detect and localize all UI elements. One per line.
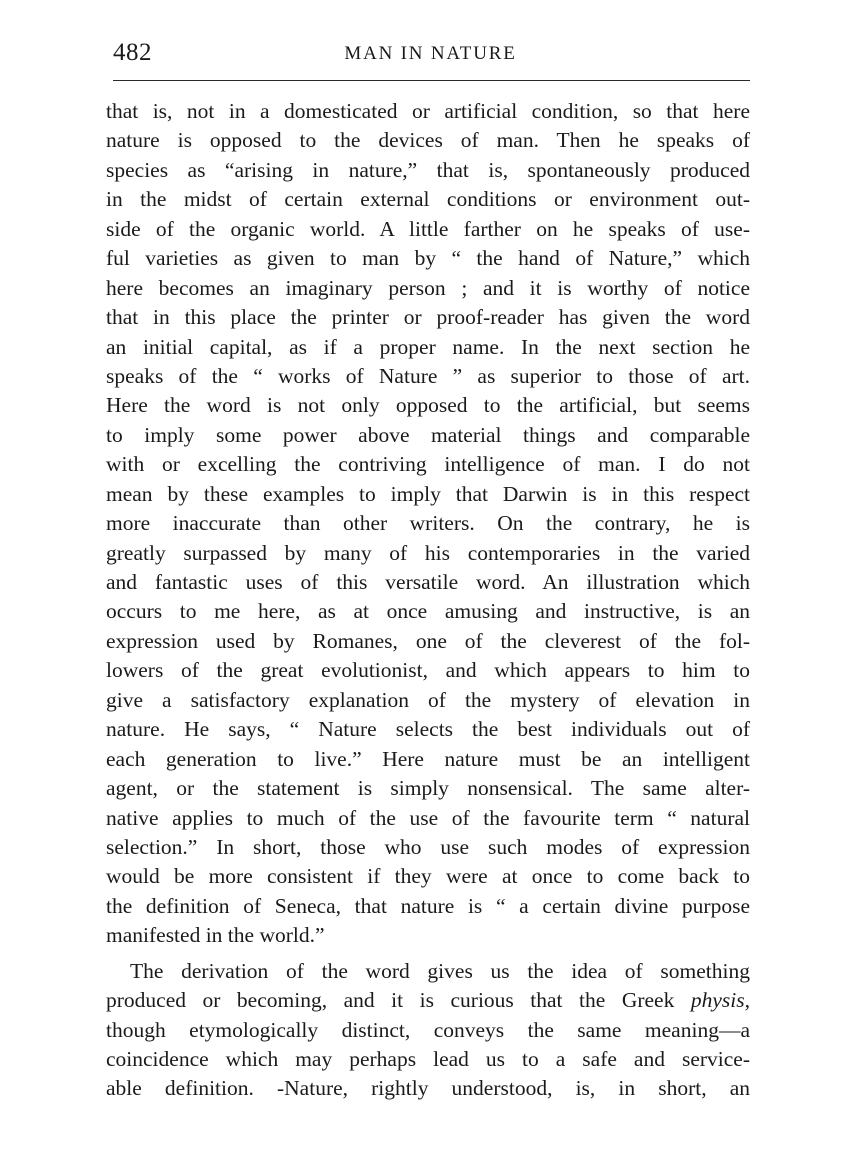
text-segment: ,: [744, 988, 750, 1013]
text-line: to imply some power above material things and comparable: [106, 422, 750, 447]
text-line: each generation to live.” Here nature must be an intelligent: [106, 746, 750, 771]
text-line: manifested in the world.”: [106, 923, 325, 948]
text-line: mean by these examples to imply that Darwin is in this respect: [106, 481, 750, 506]
running-title: MAN IN NATURE: [344, 43, 517, 64]
text-line: agent, or the statement is simply nonsensical. The same alter-: [106, 776, 750, 801]
text-line: that is, not in a domesticated or artificial condition, so that here: [106, 99, 750, 123]
text-line: the definition of Seneca, that nature is “ a certain divine purpose: [106, 893, 750, 918]
text-line: occurs to me here, as at once amusing and instructive, is an: [106, 599, 750, 624]
text-line: would be more consistent if they were at once to come back to: [106, 864, 750, 889]
text-line: greatly surpassed by many of his contemporaries in the varied: [106, 540, 750, 565]
text-line: species as “arising in nature,” that is, spontaneously produced: [106, 157, 750, 182]
text-line: an initial capital, as if a proper name. In the next section he: [106, 334, 750, 359]
text-line: and fantastic uses of this versatile word. An illustration which: [106, 570, 750, 594]
text-line: though etymologically distinct, conveys the same meaning—a: [106, 1017, 750, 1042]
text-line: ful varieties as given to man by “ the hand of Nature,” which: [106, 246, 750, 271]
text-line: selection.” In short, those who use such modes of expression: [106, 834, 750, 859]
running-header: [113, 38, 748, 68]
italic-term: physis: [690, 988, 745, 1013]
text-line: with or excelling the contriving intelligence of man. I do not: [106, 452, 750, 477]
text-line: nature. He says, “ Nature selects the best individuals out of: [106, 717, 750, 742]
text-line: more inaccurate than other writers. On the contrary, he is: [106, 511, 750, 536]
body-text: [106, 97, 750, 1104]
text-line: native applies to much of the use of the favourite term “ natural: [106, 805, 750, 830]
text-line: here becomes an imaginary person ; and it is worthy of notice: [106, 275, 750, 300]
text-line: The derivation of the word gives us the idea of something: [130, 958, 750, 983]
text-line: lowers of the great evolutionist, and which appears to him to: [106, 658, 750, 683]
text-line: Here the word is not only opposed to the artificial, but seems: [106, 393, 750, 418]
paragraph: [106, 97, 750, 951]
text-line: coincidence which may perhaps lead us to a safe and service-: [106, 1047, 750, 1071]
text-line: that in this place the printer or proof-reader has given the word: [106, 305, 750, 330]
text-segment: produced or becoming, and it is curious that the Greek: [106, 988, 691, 1013]
paragraph: [106, 957, 750, 1104]
page-number: 482: [113, 39, 152, 66]
text-line: give a satisfactory explanation of the mystery of elevation in: [106, 687, 750, 712]
text-line: able definition. -Nature, rightly understood, is, in short, an: [106, 1076, 750, 1101]
text-line: expression used by Romanes, one of the cleverest of the fol-: [106, 628, 750, 653]
text-line: [106, 986, 750, 1015]
text-line: in the midst of certain external conditions or environment out-: [106, 187, 750, 212]
text-line: speaks of the “ works of Nature ” as superior to those of art.: [106, 363, 750, 388]
text-line: nature is opposed to the devices of man. Then he speaks of: [106, 128, 750, 153]
text-line: side of the organic world. A little farther on he speaks of use-: [106, 216, 750, 241]
header-rule: [113, 80, 750, 81]
